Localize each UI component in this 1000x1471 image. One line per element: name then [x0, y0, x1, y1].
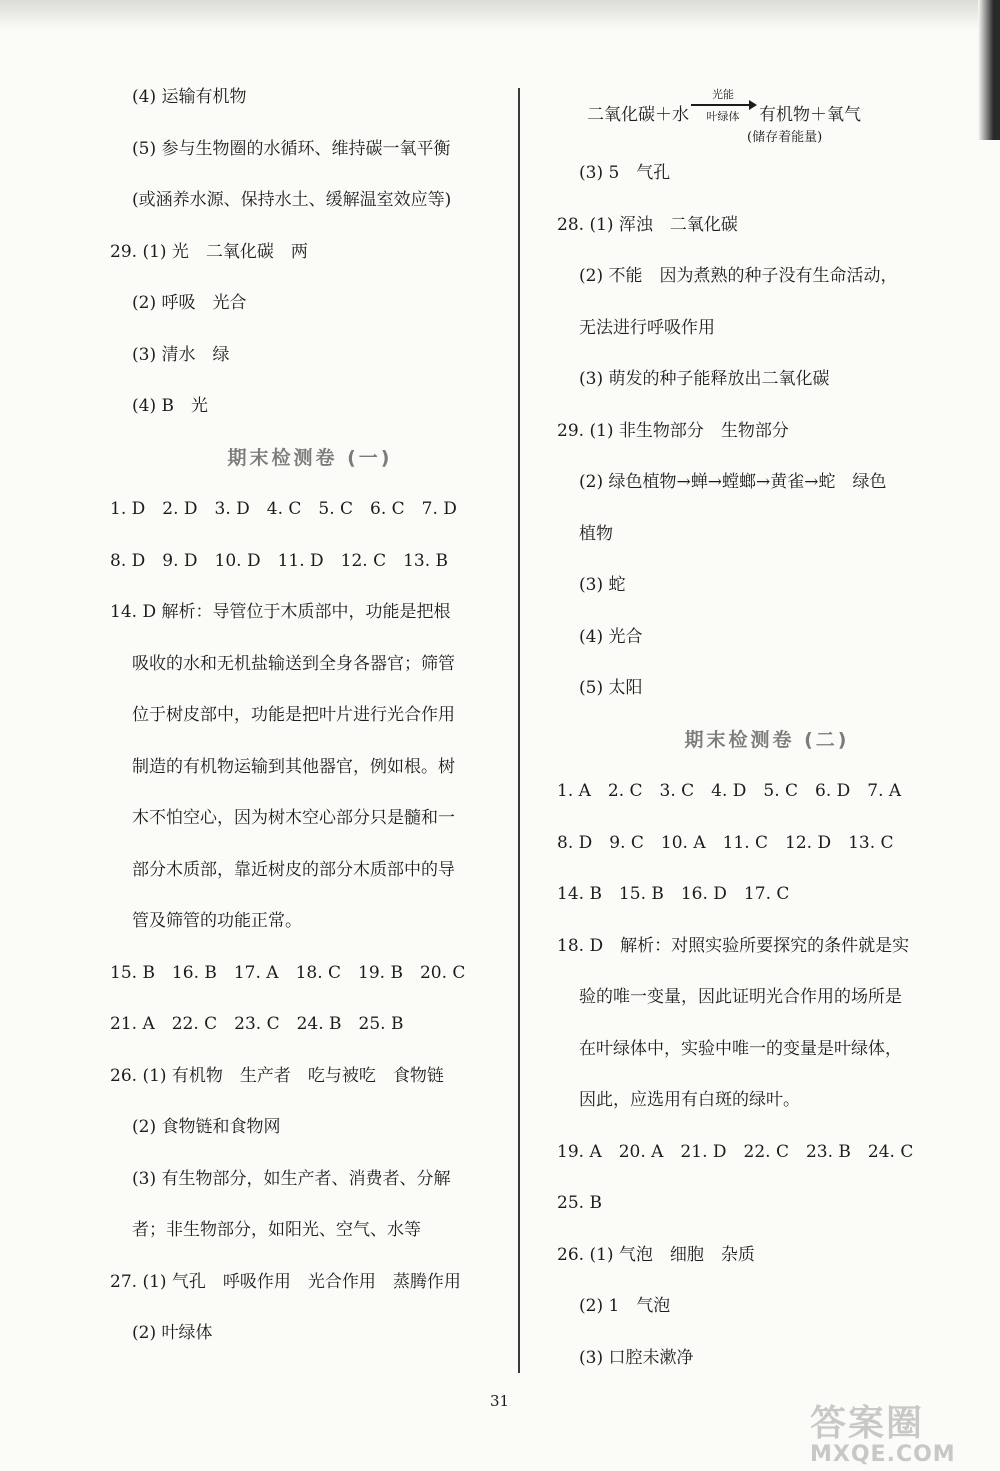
- answer-line: (3) 萌发的种子能释放出二氧化碳: [579, 369, 830, 389]
- equation-reactants: 二氧化碳＋水: [587, 105, 689, 125]
- answer-line: (5) 参与生物圈的水循环、维持碳一氧平衡: [132, 138, 451, 159]
- arrow-icon: [691, 104, 755, 106]
- answer-line: 19. A 20. A 21. D 22. C 23. B 24. C: [557, 1141, 914, 1162]
- equation-products: 有机物＋氧气: [759, 105, 861, 125]
- right-column-lines: [557, 148, 977, 1384]
- answer-line: 18. D 解析：对照实验所要探究的条件就是实: [557, 935, 910, 956]
- answer-line: 29. (1) 非生物部分 生物部分: [557, 420, 789, 441]
- answer-line: (2) 不能 因为煮熟的种子没有生命活动，: [579, 266, 898, 286]
- section-title: 期末检测卷 (一): [227, 446, 393, 469]
- answer-line: 植物: [579, 523, 613, 544]
- equation-condition-top: 光能: [712, 88, 734, 101]
- watermark-url: MXQE.COM: [810, 1442, 956, 1467]
- answer-line: 29. (1) 光 二氧化碳 两: [110, 241, 308, 262]
- answer-line: (2) 1 气泡: [579, 1296, 671, 1316]
- answer-line: 验的唯一变量，因此证明光合作用的场所是: [579, 987, 902, 1007]
- answer-line: (3) 蛇: [579, 575, 626, 595]
- photosynthesis-equation: [557, 80, 977, 148]
- answer-line: 因此，应选用有白斑的绿叶。: [579, 1090, 800, 1110]
- answer-line: 14. B 15. B 16. D 17. C: [557, 884, 790, 904]
- answer-line: 15. B 16. B 17. A 18. C 19. B 20. C: [110, 962, 466, 983]
- answer-line: 26. (1) 有机物 生产者 吃与被吃 食物链: [110, 1065, 444, 1086]
- answer-line: 者；非生物部分，如阳光、空气、水等: [132, 1220, 421, 1240]
- answer-line: (5) 太阳: [579, 678, 643, 698]
- scan-shadow-right: [978, 0, 1000, 140]
- right-column: [557, 80, 977, 1384]
- answer-line: 1. D 2. D 3. D 4. C 5. C 6. C 7. D: [110, 499, 457, 519]
- answer-line: (2) 绿色植物→蝉→螳螂→黄雀→蛇 绿色: [579, 472, 887, 492]
- section-title: 期末检测卷 (二): [684, 728, 850, 751]
- answer-line: 位于树皮部中，功能是把叶片进行光合作用: [132, 705, 455, 725]
- answer-line: 14. D 解析：导管位于木质部中，功能是把根: [110, 602, 451, 622]
- answer-line: 26. (1) 气泡 细胞 杂质: [557, 1244, 755, 1265]
- answer-line: (2) 食物链和食物网: [132, 1117, 281, 1137]
- answer-line: 21. A 22. C 23. C 24. B 25. B: [110, 1014, 404, 1034]
- page-number: 31: [490, 1392, 510, 1410]
- answer-line: 木不怕空心，因为树木空心部分只是髓和一: [132, 808, 455, 828]
- column-divider: [518, 88, 520, 1373]
- answer-line: (3) 有生物部分，如生产者、消费者、分解: [132, 1168, 451, 1189]
- answer-line: 27. (1) 气孔 呼吸作用 光合作用 蒸腾作用: [110, 1271, 461, 1292]
- answer-line: (或涵养水源、保持水土、缓解温室效应等): [132, 190, 452, 210]
- left-column: [110, 72, 510, 1360]
- answer-line: 管及筛管的功能正常。: [132, 911, 302, 931]
- equation-arrow: [691, 86, 755, 124]
- equation-condition-bottom: 叶绿体: [706, 110, 740, 123]
- answer-line: 28. (1) 浑浊 二氧化碳: [557, 214, 738, 235]
- answer-line: 1. A 2. C 3. C 4. D 5. C 6. D 7. A: [557, 781, 902, 801]
- watermark-logo: [810, 1395, 990, 1465]
- answer-line: (3) 5 气孔: [579, 163, 671, 183]
- answer-line: 部分木质部，靠近树皮的部分木质部中的导: [132, 859, 455, 880]
- answer-line: (4) 运输有机物: [132, 87, 247, 107]
- answer-line: 8. D 9. C 10. A 11. C 12. D 13. C: [557, 832, 894, 853]
- equation-note: (储存着能量): [747, 130, 823, 145]
- answer-line: (3) 清水 绿: [132, 344, 230, 365]
- watermark-title: 答案圈: [810, 1403, 925, 1444]
- answer-line: 25. B: [557, 1193, 602, 1213]
- answer-line: (2) 叶绿体: [132, 1323, 213, 1343]
- answer-line: (4) 光合: [579, 626, 643, 647]
- scan-shadow-top: [0, 0, 1000, 30]
- answer-line: 8. D 9. D 10. D 11. D 12. C 13. B: [110, 550, 449, 571]
- answer-line: 无法进行呼吸作用: [579, 317, 715, 338]
- answer-line: (2) 呼吸 光合: [132, 293, 247, 313]
- answer-line: 制造的有机物运输到其他器官，例如根。树: [132, 756, 455, 777]
- answer-line: 吸收的水和无机盐输送到全身各器官；筛管: [132, 653, 455, 674]
- answer-line: 在叶绿体中，实验中唯一的变量是叶绿体，: [579, 1038, 902, 1059]
- answer-line: (4) B 光: [132, 396, 208, 416]
- answer-line: (3) 口腔未漱净: [579, 1347, 694, 1368]
